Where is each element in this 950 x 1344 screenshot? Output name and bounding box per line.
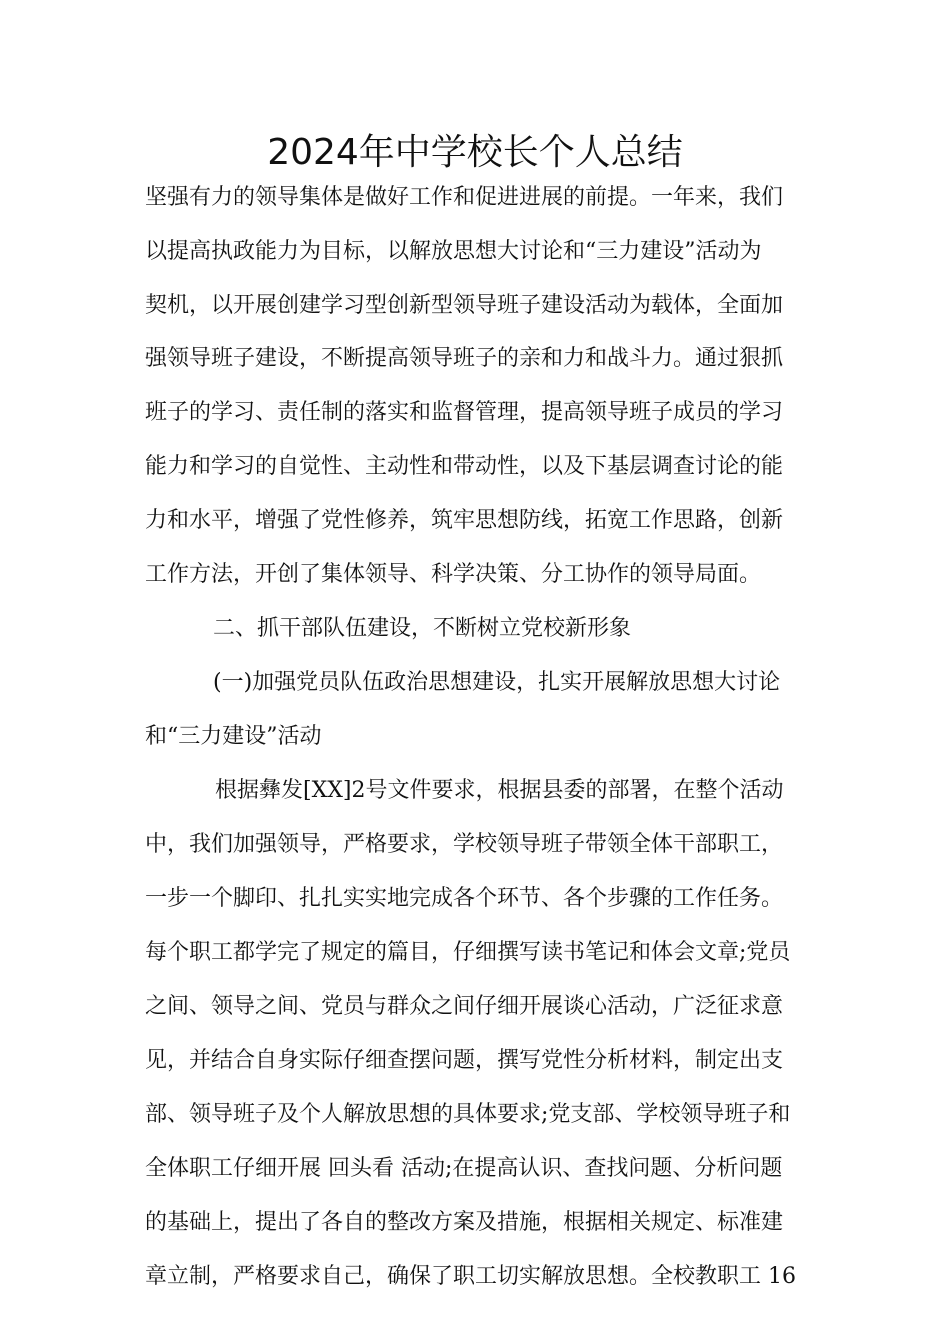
paragraph-line: 之间、领导之间、党员与群众之间仔细开展谈心活动，广泛征求意 [145, 994, 784, 1019]
paragraph-line: 根据彝发[XX]2号文件要求，根据县委的部署，在整个活动 [215, 778, 784, 803]
paragraph-line: 见，并结合自身实际仔细查摆问题，撰写党性分析材料，制定出支 [145, 1048, 784, 1073]
paragraph-line: 能力和学习的自觉性、主动性和带动性，以及下基层调查讨论的能 [145, 454, 784, 479]
subsection-heading-continued: 和“三力建设”活动 [145, 724, 322, 749]
paragraph-line: 坚强有力的领导集体是做好工作和促进进展的前提。一年来，我们 [145, 185, 784, 210]
paragraph-line: 工作方法，开创了集体领导、科学决策、分工协作的领导局面。 [145, 562, 762, 587]
paragraph-line: 中，我们加强领导，严格要求，学校领导班子带领全体干部职工， [145, 832, 784, 857]
paragraph-line: 契机，以开展创建学习型创新型领导班子建设活动为载体，全面加 [145, 293, 784, 318]
section-heading: 二、抓干部队伍建设，不断树立党校新形象 [213, 616, 632, 641]
document-title: 2024年中学校长个人总结 [267, 132, 683, 173]
paragraph-line: 以提高执政能力为目标，以解放思想大讨论和“三力建设”活动为 [145, 239, 762, 264]
paragraph-line: 章立制，严格要求自己，确保了职工切实解放思想。全校教职工 16 [145, 1264, 796, 1289]
paragraph-line: 力和水平，增强了党性修养，筑牢思想防线，拓宽工作思路，创新 [145, 508, 784, 533]
paragraph-line: 全体职工仔细开展 回头看 活动;在提高认识、查找问题、分析问题 [145, 1156, 783, 1181]
paragraph-line: 的基础上，提出了各自的整改方案及措施，根据相关规定、标准建 [145, 1210, 784, 1235]
subsection-heading: (一)加强党员队伍政治思想建设，扎实开展解放思想大讨论 [213, 670, 781, 695]
paragraph-line: 强领导班子建设，不断提高领导班子的亲和力和战斗力。通过狠抓 [145, 346, 784, 371]
paragraph-line: 部、领导班子及个人解放思想的具体要求;党支部、学校领导班子和 [145, 1102, 791, 1127]
paragraph-line: 每个职工都学完了规定的篇目，仔细撰写读书笔记和体会文章;党员 [145, 940, 791, 965]
paragraph-line: 一步一个脚印、扎扎实实地完成各个环节、各个步骤的工作任务。 [145, 886, 784, 911]
paragraph-line: 班子的学习、责任制的落实和监督管理，提高领导班子成员的学习 [145, 400, 784, 425]
